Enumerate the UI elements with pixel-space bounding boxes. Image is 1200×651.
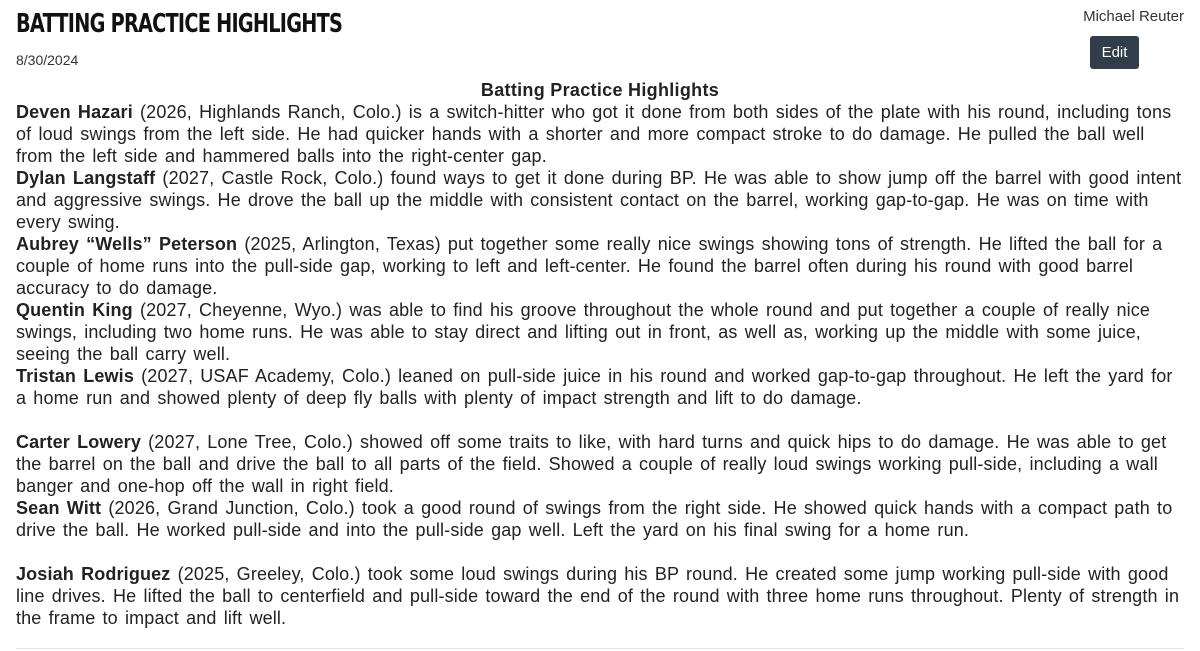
player-entry bbox=[16, 563, 1184, 629]
player-name: Dylan Langstaff bbox=[16, 168, 156, 188]
player-report: (2027, Lone Tree, Colo.) showed off some traits to like, with hard turns and quick hips to do damage. He was able to get the barrel on the ball and drive the ball to all parts of the field. Showed a couple of really loud swings working pull-side, including a wall banger and one-hop off the wall in right field. bbox=[16, 432, 1167, 496]
player-entry bbox=[16, 431, 1184, 497]
edit-button[interactable]: Edit bbox=[1090, 36, 1139, 69]
player-entry bbox=[16, 497, 1184, 563]
player-report: (2026, Highlands Ranch, Colo.) is a switch-hitter who got it done from both sides of the plate with his round, including tons of loud swings from the left side. He had quicker hands with a shorter and more compact stroke to do damage. He pulled the ball well from the left side and hammered balls into the right-center gap. bbox=[16, 102, 1172, 166]
player-report: (2027, Castle Rock, Colo.) found ways to get it done during BP. He was able to show jump off the barrel with good intent and aggressive swings. He drove the ball up the middle with consistent contact on the barrel, working gap-to-gap. He was on time with every swing. bbox=[16, 168, 1182, 232]
page-title: BATTING PRACTICE HIGHLIGHTS bbox=[16, 9, 343, 39]
player-entry bbox=[16, 101, 1184, 167]
player-report: (2025, Greeley, Colo.) took some loud swings during his BP round. He created some jump working pull-side with good line drives. He lifted the ball to centerfield and pull-side toward the end of the round with three home runs throughout. Plenty of strength in the frame to impact and lift well. bbox=[16, 564, 1180, 628]
divider bbox=[16, 648, 1184, 649]
player-name: Josiah Rodriguez bbox=[16, 564, 171, 584]
entries-list bbox=[16, 101, 1184, 629]
player-name: Tristan Lewis bbox=[16, 366, 134, 386]
player-name: Quentin King bbox=[16, 300, 133, 320]
article-heading: Batting Practice Highlights bbox=[480, 80, 720, 100]
player-entry bbox=[16, 365, 1184, 431]
player-name: Aubrey “Wells” Peterson bbox=[16, 234, 238, 254]
player-name: Sean Witt bbox=[16, 498, 102, 518]
player-entry bbox=[16, 299, 1184, 365]
player-entry bbox=[16, 167, 1184, 233]
player-report: (2026, Grand Junction, Colo.) took a good round of swings from the right side. He showed quick hands with a compact path to drive the ball. He worked pull-side and into the pull-side gap well. Left the yard on his final swing for a home run. bbox=[16, 498, 1173, 540]
player-name: Deven Hazari bbox=[16, 102, 133, 122]
player-report: (2025, Arlington, Texas) put together some really nice swings showing tons of strength. He lifted the ball for a couple of home runs into the pull-side gap, working to left and left-center. He found the barrel often during his round with good barrel accuracy to do damage. bbox=[16, 234, 1163, 298]
player-entry bbox=[16, 233, 1184, 299]
player-report: (2027, USAF Academy, Colo.) leaned on pull-side juice in his round and worked gap-to-gap throughout. He left the yard for a home run and showed plenty of deep fly balls with plenty of impact strength and lift to do damage. bbox=[16, 366, 1173, 408]
player-report: (2027, Cheyenne, Wyo.) was able to find his groove throughout the whole round and put together a couple of really nice swings, including two home runs. He was able to stay direct and lifting out in front, as well as, working up the middle with some juice, seeing the ball carry well. bbox=[16, 300, 1151, 364]
player-name: Carter Lowery bbox=[16, 432, 141, 452]
publish-date: 8/30/2024 bbox=[16, 52, 79, 68]
author-name[interactable]: Michael Reuter bbox=[1083, 8, 1184, 25]
